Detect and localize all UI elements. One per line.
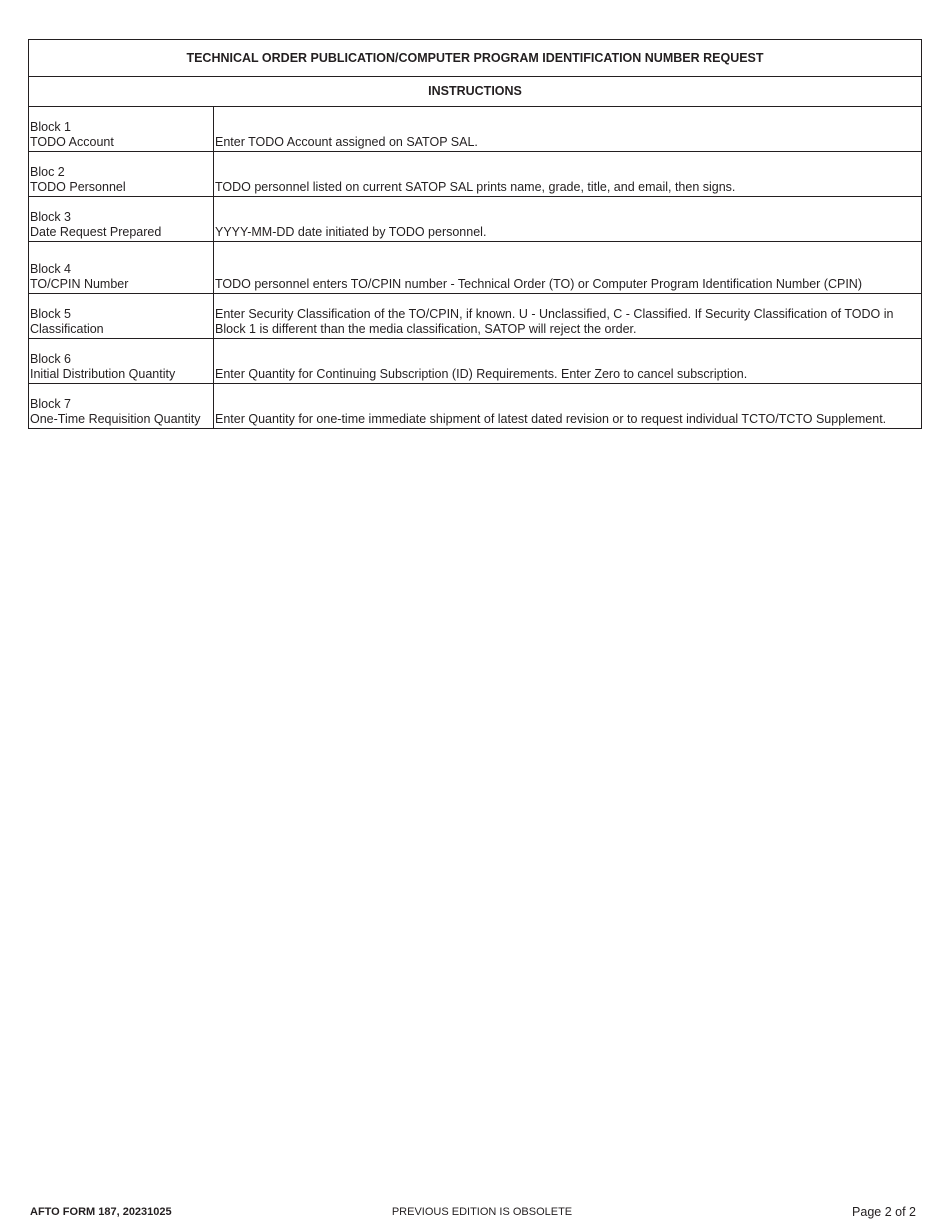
block-label-cell [29,242,214,294]
block-row-2 [29,152,922,197]
block-label: Initial Distribution Quantity [30,367,176,381]
block-label-cell [29,197,214,242]
block-number: Block 7 [30,397,71,411]
block-row-3 [29,197,922,242]
block-row-4 [29,242,922,294]
block-description: TODO personnel enters TO/CPIN number - Technical Order (TO) or Computer Program Identification Number (CPIN) [214,242,922,294]
block-label: TODO Account [30,135,114,149]
block-row-1 [29,107,922,152]
block-number: Block 6 [30,352,71,366]
block-description [214,294,922,339]
block-number: Bloc 2 [30,165,65,179]
form-identifier: AFTO FORM 187, 20231025 [30,1206,172,1218]
block-number: Block 4 [30,262,71,276]
block-description: YYYY-MM-DD date initiated by TODO personnel. [214,197,922,242]
block-description: Enter Quantity for one-time immediate shipment of latest dated revision or to request individual TCTO/TCTO Supplement. [214,384,922,429]
section-heading-row [29,77,922,107]
block-label-cell [29,294,214,339]
form-title-row [29,40,922,77]
block-label: TO/CPIN Number [30,277,129,291]
block-label-cell [29,152,214,197]
block-label: One-Time Requisition Quantity [30,412,201,426]
block-description: Enter TODO Account assigned on SATOP SAL. [214,107,922,152]
page-number: Page 2 of 2 [852,1205,916,1219]
block-number: Block 1 [30,120,71,134]
section-heading: INSTRUCTIONS [29,77,922,107]
block-label-cell [29,339,214,384]
block-number: Block 5 [30,307,71,321]
block-description-line: Block 1 is different than the media classification, SATOP will reject the order. [215,322,637,336]
block-row-7 [29,384,922,429]
block-description-line: Enter Security Classification of the TO/CPIN, if known. U - Unclassified, C - Classified. If Security Classification of TODO in [215,307,894,321]
block-number: Block 3 [30,210,71,224]
block-description: TODO personnel listed on current SATOP SAL prints name, grade, title, and email, then signs. [214,152,922,197]
form-title: TECHNICAL ORDER PUBLICATION/COMPUTER PROGRAM IDENTIFICATION NUMBER REQUEST [29,40,922,77]
block-label-cell [29,107,214,152]
block-row-6 [29,339,922,384]
block-label-cell [29,384,214,429]
block-description: Enter Quantity for Continuing Subscription (ID) Requirements. Enter Zero to cancel subscription. [214,339,922,384]
block-label: TODO Personnel [30,180,126,194]
block-row-5 [29,294,922,339]
instructions-table [28,39,922,429]
block-label: Classification [30,322,104,336]
block-label: Date Request Prepared [30,225,162,239]
edition-note: PREVIOUS EDITION IS OBSOLETE [391,1206,573,1218]
